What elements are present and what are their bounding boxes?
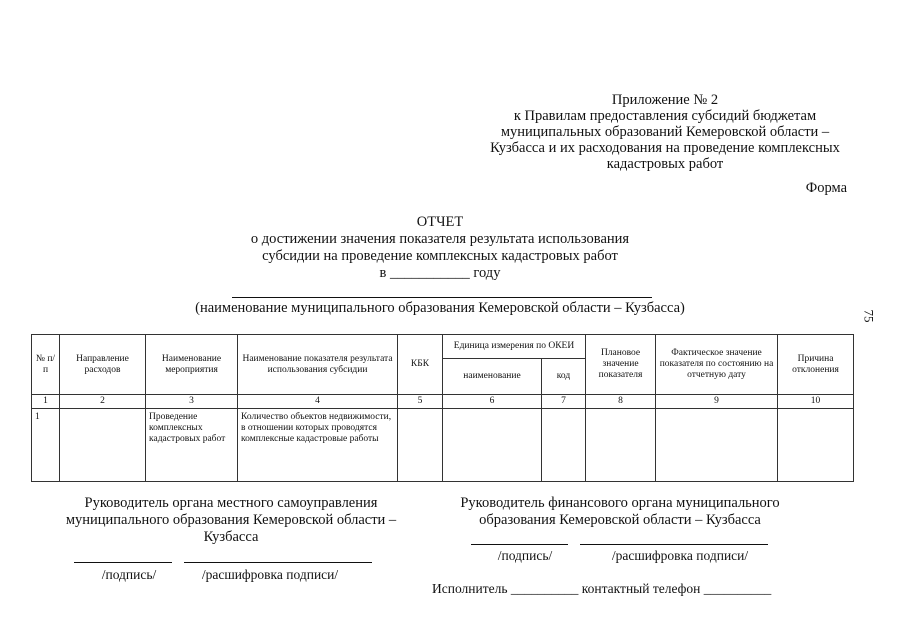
col-number: 3 (146, 395, 238, 409)
appendix-line: Кузбасса и их расходования на проведение комплексных (490, 140, 840, 156)
header-kbk: КБК (398, 335, 443, 395)
cell-actual (656, 409, 778, 482)
right-decode-line (580, 544, 768, 545)
col-number: 8 (586, 395, 656, 409)
executor-line: Исполнитель __________ контактный телефон __________ (432, 581, 772, 596)
report-table (31, 334, 854, 482)
cell-event: Проведение комплексных кадастровых работ (146, 409, 238, 482)
left-decode-line (184, 562, 372, 563)
header-okei-code: код (542, 359, 586, 395)
col-number: 2 (60, 395, 146, 409)
right-sign-line (471, 544, 568, 545)
header-okei: Единица измерения по ОКЕИ (443, 335, 586, 359)
left-sign-label: /подпись/ (101, 567, 157, 582)
cell-kbk (398, 409, 443, 482)
cell-indicator: Количество объектов недвижимости, в отношении которых проводятся комплексные кадастровые работы (238, 409, 398, 482)
header-direction: Направление расходов (60, 335, 146, 395)
signature-title-line: Кузбасса (203, 529, 259, 545)
left-sign-line (74, 562, 172, 563)
col-number: 9 (656, 395, 778, 409)
right-sign-label: /подпись/ (497, 548, 553, 563)
cell-direction (60, 409, 146, 482)
column-numbers-row (32, 395, 854, 409)
col-number: 10 (778, 395, 854, 409)
page-number: 75 (861, 309, 877, 323)
col-number: 4 (238, 395, 398, 409)
cell-planned (586, 409, 656, 482)
title-line: субсидии на проведение комплексных кадастровых работ (262, 248, 618, 264)
cell-num: 1 (32, 409, 60, 482)
col-number: 1 (32, 395, 60, 409)
right-decode-label: /расшифровка подписи/ (611, 548, 749, 563)
appendix-line: к Правилам предоставления субсидий бюджетам (513, 108, 817, 124)
signature-title-line: Руководитель финансового органа муниципального (460, 495, 780, 511)
signature-title-line: образования Кемеровской области – Кузбасса (479, 512, 761, 528)
header-planned: Плановое значение показателя (586, 335, 656, 395)
header-event: Наименование мероприятия (146, 335, 238, 395)
cell-okei-code (542, 409, 586, 482)
col-number: 6 (443, 395, 542, 409)
header-actual: Фактическое значение показателя по состоянию на отчетную дату (656, 335, 778, 395)
title-line: о достижении значения показателя результата использования (250, 231, 630, 247)
signature-title-line: муниципального образования Кемеровской области – (65, 512, 397, 528)
cell-reason (778, 409, 854, 482)
title-line: в ___________ году (379, 265, 501, 281)
col-number: 7 (542, 395, 586, 409)
appendix-line: кадастровых работ (606, 156, 724, 172)
appendix-line: Приложение № 2 (611, 92, 719, 108)
header-indicator: Наименование показателя результата использования субсидии (238, 335, 398, 395)
appendix-block (470, 92, 860, 172)
left-signature-title (36, 495, 426, 546)
appendix-line: муниципальных образований Кемеровской области – (500, 124, 830, 140)
cell-okei-name (443, 409, 542, 482)
header-reason: Причина отклонения (778, 335, 854, 395)
form-label: Форма (805, 180, 847, 196)
municipality-caption: (наименование муниципального образования Кемеровской области – Кузбасса) (195, 300, 685, 316)
header-row (32, 335, 854, 359)
table-row (32, 409, 854, 482)
header-okei-name: наименование (443, 359, 542, 395)
header-num: № п/п (32, 335, 60, 395)
col-number: 5 (398, 395, 443, 409)
report-title (200, 214, 680, 282)
municipality-line (232, 297, 652, 298)
right-signature-title (430, 495, 810, 529)
left-decode-label: /расшифровка подписи/ (201, 567, 339, 582)
title-line: ОТЧЕТ (416, 214, 464, 230)
signature-title-line: Руководитель органа местного самоуправления (84, 495, 378, 511)
